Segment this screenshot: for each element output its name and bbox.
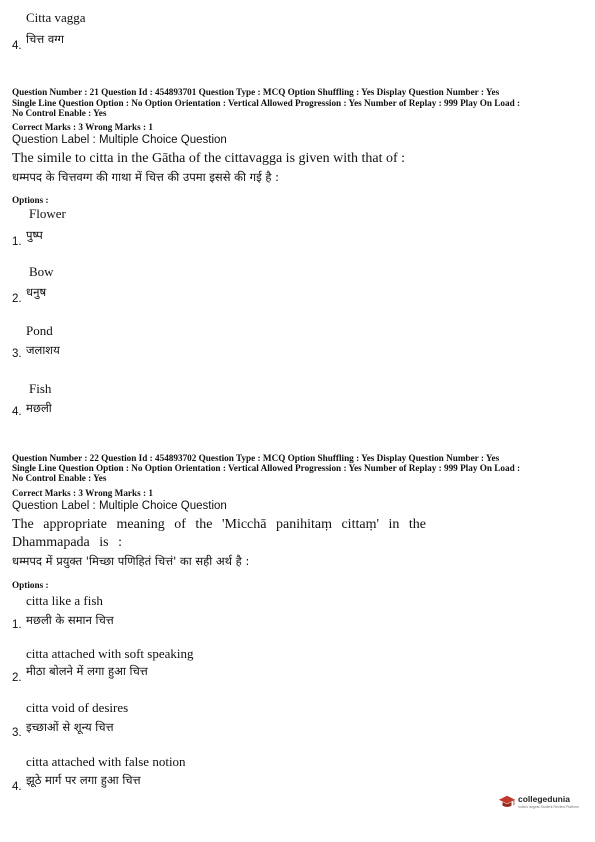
q21-question-text-en: The simile to citta in the Gātha of the cittavagga is given with that of : [12, 151, 406, 166]
q22-option-1-number: 1. [12, 619, 22, 631]
q22-option-1-hi: मछली के समान चित्त [26, 613, 114, 627]
q21-option-3-en: Pond [26, 323, 53, 338]
prev-option-number: 4. [12, 40, 22, 52]
q22-option-2-number: 2. [12, 672, 22, 684]
q22-meta-line-2: Single Line Question Option : No Option Orientation : Vertical Allowed Progression : Yes Number of Replay : 999 Play On Load : [12, 463, 521, 473]
q21-option-4-en: Fish [29, 381, 52, 396]
q22-question-label: Question Label : Multiple Choice Question [12, 500, 227, 512]
collegedunia-logo [498, 791, 580, 817]
q22-option-3-hi: इच्छाओं से शून्य चित्त [26, 720, 114, 734]
q21-marks: Correct Marks : 3 Wrong Marks : 1 [12, 122, 153, 132]
q21-meta-line-3: No Control Enable : Yes [12, 108, 107, 118]
q21-option-1-number: 1. [12, 236, 22, 248]
q21-option-1-hi: पुष्प [26, 228, 43, 242]
q21-meta-line-1: Question Number : 21 Question Id : 454893701 Question Type : MCQ Option Shuffling : Yes Display Question Number : Yes [12, 87, 500, 97]
logo-tagline: India's largest Student Review Platform [518, 805, 579, 809]
q22-option-4-hi: झूठे मार्ग पर लगा हुआ चित्त [26, 773, 141, 787]
q21-option-3-hi: जलाशय [26, 343, 60, 357]
q22-marks: Correct Marks : 3 Wrong Marks : 1 [12, 488, 153, 498]
q22-meta-line-3: No Control Enable : Yes [12, 473, 107, 483]
prev-option-hi: चित्त वग्ग [26, 32, 64, 46]
q22-option-3-number: 3. [12, 727, 22, 739]
q21-meta-line-2: Single Line Question Option : No Option Orientation : Vertical Allowed Progression : Yes Number of Replay : 999 Play On Load : [12, 98, 521, 108]
q21-option-2-hi: धनुष [26, 285, 47, 299]
q21-options-label: Options : [12, 195, 49, 205]
q21-option-4-number: 4. [12, 406, 22, 418]
q22-option-3-en: citta void of desires [26, 700, 129, 715]
graduation-cap-icon [498, 793, 516, 811]
q22-meta-line-1: Question Number : 22 Question Id : 454893702 Question Type : MCQ Option Shuffling : Yes Display Question Number : Yes [12, 453, 500, 463]
q22-options-label: Options : [12, 580, 49, 590]
q22-option-1-en: citta like a fish [26, 593, 103, 608]
q21-question-label: Question Label : Multiple Choice Question [12, 134, 227, 146]
q22-question-text-hi: धम्मपद में प्रयुक्त 'मिच्छा पणिहितं चित्तं' का सही अर्थ है : [12, 554, 250, 568]
q22-option-4-number: 4. [12, 781, 22, 793]
prev-option-en: Citta vagga [26, 10, 86, 25]
q22-option-2-hi: मीठा बोलने में लगा हुआ चित्त [26, 664, 148, 678]
q22-option-4-en: citta attached with false notion [26, 754, 186, 769]
q21-option-2-number: 2. [12, 293, 22, 305]
q21-option-3-number: 3. [12, 348, 22, 360]
logo-name: collegedunia [518, 794, 570, 804]
q22-option-2-en: citta attached with soft speaking [26, 646, 194, 661]
q21-option-1-en: Flower [29, 206, 66, 221]
q21-option-4-hi: मछली [26, 401, 52, 415]
q22-question-text-en: The appropriate meaning of the 'Micchā panihitaṃ cittaṃ' in the Dhammapada is : [12, 517, 426, 550]
q21-question-text-hi: धम्मपद के चित्तवग्ग की गाथा में चित्त की उपमा इससे की गई है : [12, 170, 280, 184]
q21-option-2-en: Bow [29, 264, 54, 279]
